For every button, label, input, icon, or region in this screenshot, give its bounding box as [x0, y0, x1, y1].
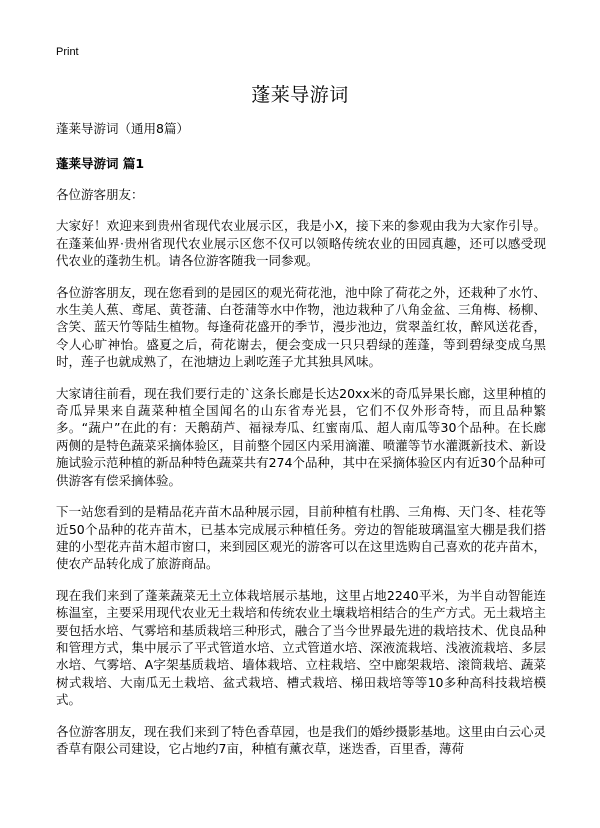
document-body — [56, 120, 546, 771]
greeting-paragraph: 各位游客朋友： — [56, 187, 144, 202]
paragraph: 现在我们来到了蓬莱蔬菜无土立体栽培展示基地，这里占地2240平米，为半自动智能连栋温室，主要采用现代农业无土栽培和传统农业土壤栽培相结合的生产方式。无土栽培主要包括水培、气雾培和基质栽培三种形式，融合了当今世界最先进的栽培技术、优良品种和管理方式，集中展示了平式管道水培、立式管道水培、深液流栽培、浅液流栽培、多层水培、气雾培、A字架基质栽培、墙体栽培、立柱栽培、空中廊架栽培、滚筒栽培、蔬菜树式栽培、大南瓜无土栽培、盆式栽培、槽式栽培、梯田栽培等等10多种高科技栽培模式。 — [56, 587, 546, 708]
print-link[interactable]: Print — [56, 46, 79, 58]
page-title: 蓬莱导游词 — [251, 84, 349, 106]
paragraph: 各位游客朋友，现在您看到的是园区的观光荷花池，池中除了荷花之外，还栽种了水竹、水生美人蕉、鸢尾、黄苍蒲、白苍蒲等水中作物，池边栽种了八角金盆、三角梅、杨柳、含笑、蓝天竹等陆生植物。每逢荷花盛开的季节，漫步池边，赏翠盖红妆，醉风送花香，令人心旷神怡。盛夏之后，荷花谢去，便会变成一只只碧绿的莲蓬，等到碧绿变成乌黑时，莲子也就成熟了，在池塘边上剥吃莲子尤其独具风味。 — [56, 284, 546, 370]
paragraph: 下一站您看到的是精品花卉苗木品种展示园，目前种植有杜鹃、三角梅、天门冬、桂花等近50个品种的花卉苗木，已基本完成展示种植任务。旁边的智能玻璃温室大棚是我们搭建的小型花卉苗木超市窗口，来到园区观光的游客可以在这里选购自己喜欢的花卉苗木，使农产品转化成了旅游商品。 — [56, 504, 546, 572]
paragraph: 大家好！欢迎来到贵州省现代农业展示区，我是小X，接下来的参观由我为大家作引导。在蓬莱仙界·贵州省现代农业展示区您不仅可以领略传统农业的田园真趣，还可以感受现代农业的蓬勃生机。请各位游客随我一同参观。 — [56, 218, 546, 269]
document-subtitle: 蓬莱导游词（通用8篇） — [56, 121, 189, 136]
paragraph: 各位游客朋友，现在我们来到了特色香草园，也是我们的婚纱摄影基地。这里由白云心灵香草有限公司建设，它占地约7亩，种植有薰衣草，迷迭香，百里香，薄荷 — [56, 723, 546, 756]
section-heading: 蓬莱导游词 篇1 — [56, 156, 145, 171]
paragraph: 大家请往前看，现在我们要行走的`这条长廊是长达20xx米的奇瓜异果长廊，这里种植的奇瓜异果来自蔬菜种植全国闻名的山东省寿光县，它们不仅外形奇特，而且品种繁多。“蔬户”在此的有：天鹅葫芦、福禄寿瓜、红蜜南瓜、超人南瓜等30个品种。在长廊两侧的是特色蔬菜采摘体验区，目前整个园区内采用滴灌、喷灌等节水灌溉新技术、新设施试验示范种植的新品种特色蔬菜共有274个品种，其中在采摘体验区内有近30个品种可供游客有偿采摘体验。 — [56, 385, 546, 488]
